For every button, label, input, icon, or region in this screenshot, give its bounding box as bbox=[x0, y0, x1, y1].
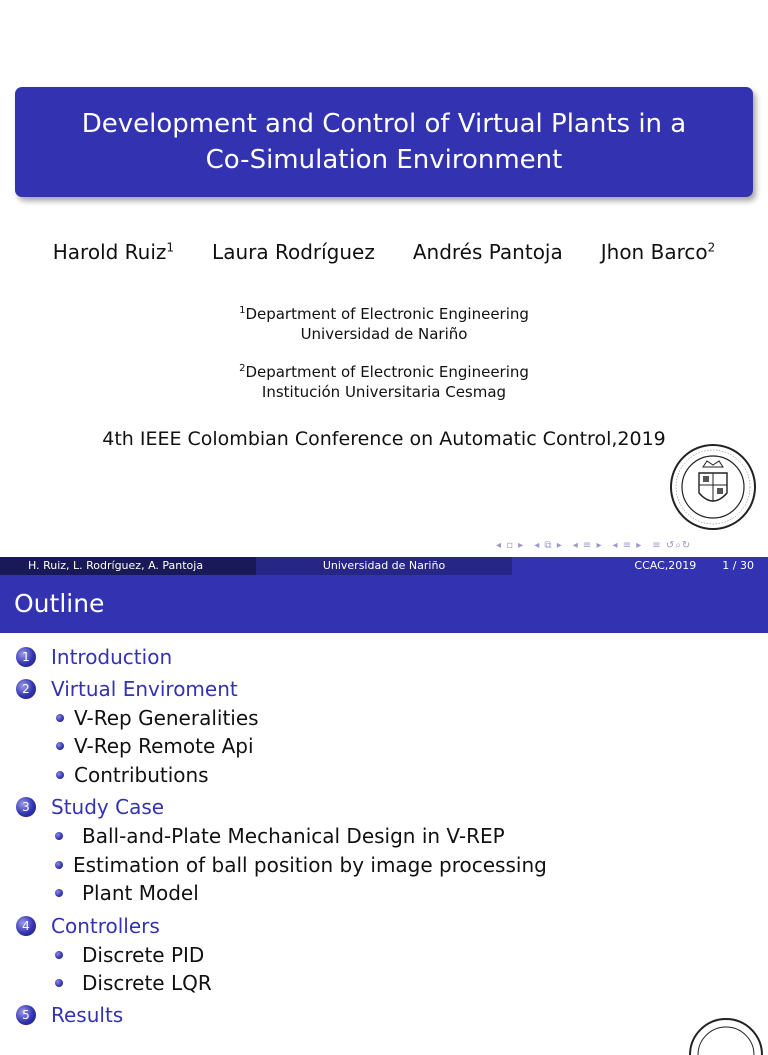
author: Jhon Barco$^2$ bbox=[600, 240, 716, 264]
nav-subsection-icon[interactable]: ◂ ≡ ▸ bbox=[612, 539, 643, 551]
footer-page-number: 1 / 30 bbox=[722, 559, 754, 572]
section-number-ball: 2 bbox=[16, 679, 36, 699]
footer-event: CCAC,2019 bbox=[634, 559, 697, 572]
conference-name: 4th IEEE Colombian Conference on Automatic Control,2019 bbox=[102, 428, 666, 450]
university-seal-icon bbox=[669, 443, 757, 531]
bullet-dot-icon bbox=[55, 861, 63, 869]
toc-subsection[interactable]: Contributions bbox=[56, 763, 209, 787]
nav-frame-icon[interactable]: ◂ ⧉ ▸ bbox=[534, 539, 563, 551]
outline-frame-title bbox=[0, 575, 768, 633]
frame-title: Outline bbox=[14, 589, 105, 618]
bullet-dot-icon bbox=[55, 832, 63, 840]
nav-section-icon[interactable]: ◂ ≡ ▸ bbox=[572, 539, 603, 551]
bullet-dot-icon bbox=[56, 742, 64, 750]
table-of-contents bbox=[0, 633, 768, 1027]
bullet-dot-icon bbox=[56, 714, 64, 722]
nav-prev-icon[interactable]: ◂ ▫ ▸ bbox=[496, 539, 525, 551]
toc-subsection[interactable]: V-Rep Remote Api bbox=[56, 734, 254, 758]
bullet-dot-icon bbox=[55, 951, 63, 959]
section-number-ball: 5 bbox=[16, 1005, 36, 1025]
section-number-ball: 1 bbox=[16, 647, 36, 667]
toc-subsection[interactable]: V-Rep Generalities bbox=[56, 706, 259, 730]
toc-subsection[interactable]: Estimation of ball position by image processing bbox=[55, 853, 547, 877]
footer-institution: Universidad de Nariño bbox=[256, 557, 512, 575]
author-list bbox=[0, 240, 768, 264]
title-box bbox=[15, 87, 753, 197]
section-number-ball: 4 bbox=[16, 916, 36, 936]
author: Harold Ruiz$^1$ bbox=[52, 240, 175, 264]
author: Andrés Pantoja bbox=[412, 240, 563, 264]
footer-right bbox=[512, 557, 768, 575]
toc-section-introduction[interactable]: 1 Introduction bbox=[16, 645, 172, 669]
presentation-title: Development and Control of Virtual Plants in a Co-Simulation Environment bbox=[81, 109, 687, 175]
author: Laura Rodríguez bbox=[212, 240, 375, 264]
toc-subsection[interactable]: Ball-and-Plate Mechanical Design in V-REP bbox=[55, 824, 505, 848]
footer-bar bbox=[0, 557, 768, 575]
bullet-dot-icon bbox=[56, 771, 64, 779]
affiliation-1: $^1$Department of Electronic Engineering Universidad de Nariño bbox=[239, 305, 529, 343]
toc-section-study-case[interactable]: 3 Study Case bbox=[16, 795, 164, 819]
toc-section-virtual-enviroment[interactable]: 2 Virtual Enviroment bbox=[16, 677, 238, 701]
toc-section-results[interactable]: 5 Results bbox=[16, 1003, 123, 1027]
toc-subsection[interactable]: Plant Model bbox=[55, 881, 199, 905]
affiliation-2: $^2$Department of Electronic Engineering Institución Universitaria Cesmag bbox=[239, 363, 529, 401]
toc-subsection[interactable]: Discrete LQR bbox=[55, 971, 212, 995]
bullet-dot-icon bbox=[55, 889, 63, 897]
university-seal-icon bbox=[686, 1015, 766, 1055]
beamer-navigation-icons[interactable] bbox=[496, 538, 764, 552]
nav-search-icon[interactable]: ≡ ↺⌕↻ bbox=[652, 539, 692, 551]
bullet-dot-icon bbox=[55, 979, 63, 987]
footer-authors: H. Ruiz, L. Rodríguez, A. Pantoja bbox=[0, 557, 256, 575]
toc-section-controllers[interactable]: 4 Controllers bbox=[16, 914, 160, 938]
section-number-ball: 3 bbox=[16, 797, 36, 817]
toc-subsection[interactable]: Discrete PID bbox=[55, 943, 204, 967]
